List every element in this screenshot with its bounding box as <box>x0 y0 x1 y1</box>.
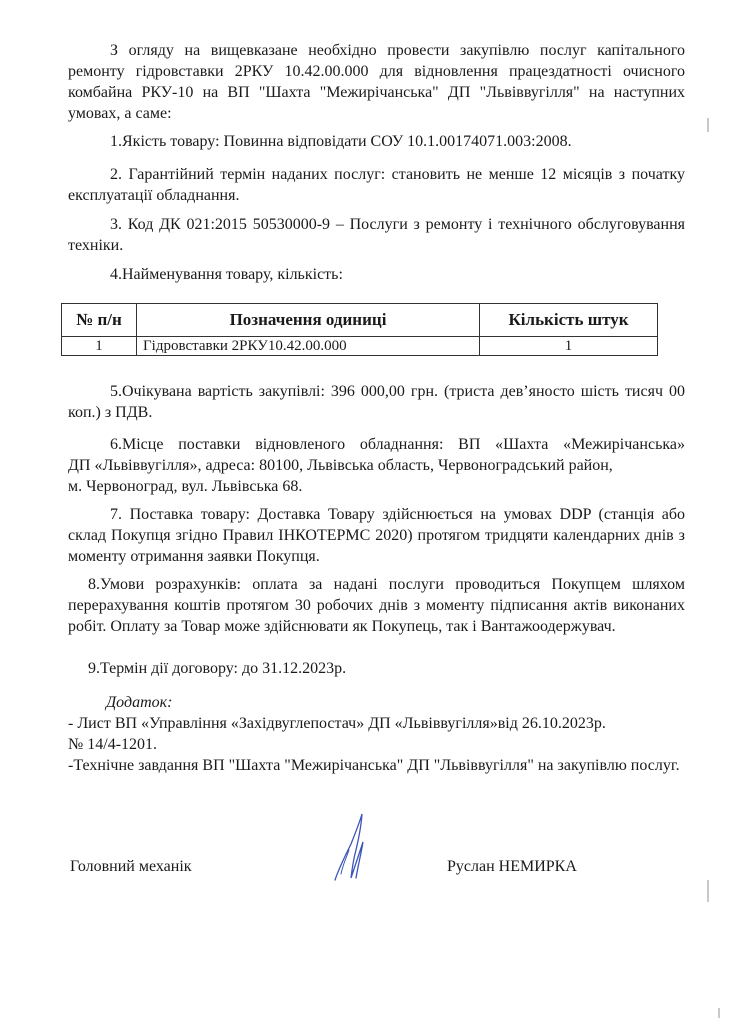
item-8-payment: 8.Умови розрахунків: оплата за надані послуги проводиться Покупцем шляхом перерахування коштів протягом 30 робочих днів з моменту підписання актів виконаних робіт. Оплату за Товар може здійснювати як Покупець, так і Вантажоодержувач. <box>68 576 685 635</box>
signatory-name: Руслан НЕМИРКА <box>447 858 577 875</box>
table-header-row <box>62 304 658 337</box>
col-header-number: № п/н <box>62 304 137 337</box>
addendum-item-1-line-1: - Лист ВП «Управління «Західвуглепостач» ДП «Львіввугілля»від 26.10.2023р. <box>68 715 606 732</box>
cell-designation: Гідровставки 2РКУ10.42.00.000 <box>137 337 480 356</box>
item-6-delivery-place <box>68 434 685 497</box>
item-6-line-1: 6.Місце поставки відновленого обладнання: ВП «Шахта «Межирічанська» <box>110 436 685 453</box>
scan-mark <box>707 880 709 902</box>
scan-mark <box>707 118 709 132</box>
item-2-warranty: 2. Гарантійний термін наданих послуг: становить не менше 12 місяців з початку експлуатації обладнання. <box>68 166 685 204</box>
item-7-delivery-terms: 7. Поставка товару: Доставка Товару здійснюється на умовах DDP (станція або склад Покупця згідно Правил ІНКОТЕРМС 2020) протягом тридцяти календарних днів з моменту отримання заявки Покупця. <box>68 506 685 565</box>
handwritten-signature <box>325 808 385 888</box>
addendum-title: Додаток: <box>106 694 173 711</box>
scan-mark <box>718 1008 720 1018</box>
item-6-line-2: ДП «Львіввугілля», адреса: 80100, Львівська область, Червоноградський район, <box>68 457 613 474</box>
goods-table <box>61 303 658 356</box>
item-3-code: 3. Код ДК 021:2015 50530000-9 – Послуги з ремонту і технічного обслуговування техніки. <box>68 216 685 254</box>
signatory-role: Головний механік <box>70 858 192 875</box>
cell-number: 1 <box>62 337 137 356</box>
col-header-designation: Позначення одиниці <box>137 304 480 337</box>
addendum-item-2: -Технічне завдання ВП "Шахта "Межирічанська" ДП "Львіввугілля" на закупівлю послуг. <box>68 757 680 774</box>
item-9-contract-term: 9.Термін дії договору: до 31.12.2023р. <box>88 660 347 677</box>
item-4-goods: 4.Найменування товару, кількість: <box>110 266 343 283</box>
addendum <box>68 692 685 776</box>
signature-stroke <box>335 814 363 880</box>
item-6-line-3: м. Червоноград, вул. Львівська 68. <box>68 478 303 495</box>
item-5-cost: 5.Очікувана вартість закупівлі: 396 000,00 грн. (триста дев’яносто шість тисяч 00 коп.) з ПДВ. <box>68 383 685 421</box>
item-1-quality: 1.Якість товару: Повинна відповідати СОУ 10.1.00174071.003:2008. <box>110 133 572 150</box>
col-header-quantity: Кількість штук <box>480 304 658 337</box>
intro-paragraph: З огляду на вищевказане необхідно провести закупівлю послуг капітального ремонту гідровставки 2РКУ 10.42.00.000 для відновлення працездатності очисного комбайна РКУ-10 на ВП "Шахта "Межирічанська" ДП "Львіввугілля" на наступних умовах, а саме: <box>68 42 685 122</box>
table-row <box>62 337 658 356</box>
addendum-item-1-line-2: № 14/4-1201. <box>68 736 158 753</box>
cell-quantity: 1 <box>480 337 658 356</box>
